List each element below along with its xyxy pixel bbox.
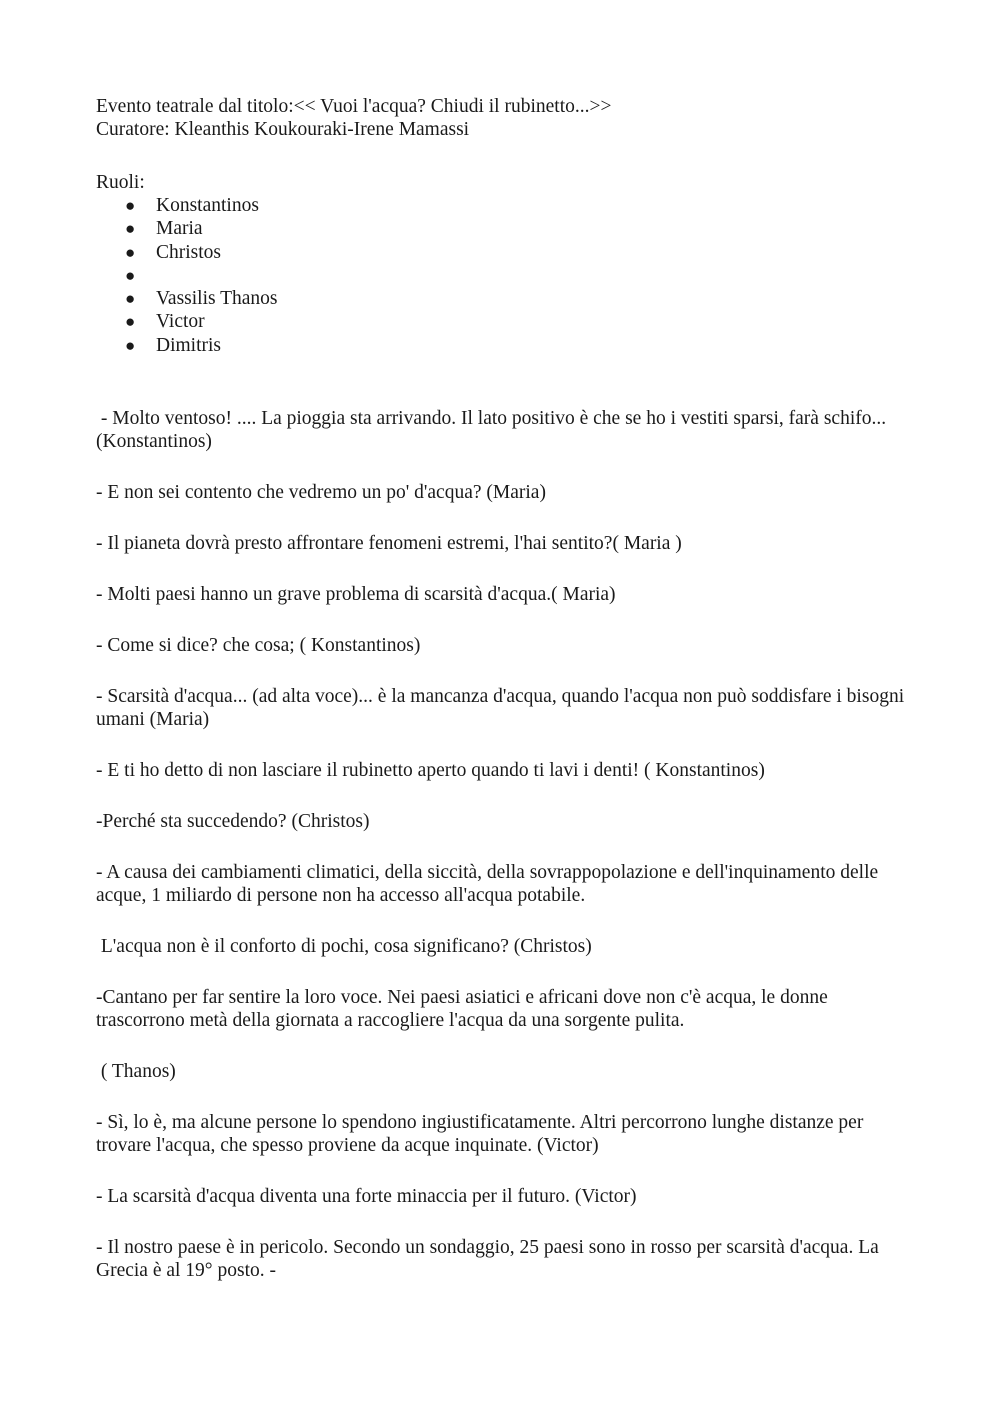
bullet-icon: ● xyxy=(125,219,136,239)
dialogue-line: - Il nostro paese è in pericolo. Secondo un sondaggio, 25 paesi sono in rosso per scarsità d'acqua. La Grecia è al 19° posto. - xyxy=(96,1237,884,1282)
dialogue-line: ( Thanos) xyxy=(96,1061,176,1083)
dialogue-section xyxy=(96,407,916,1282)
dialogue-line: - E non sei contento che vedremo un po' d'acqua? (Maria) xyxy=(96,482,546,504)
dialogue-line: L'acqua non è il conforto di pochi, cosa significano? (Christos) xyxy=(96,936,592,958)
document-page xyxy=(96,95,916,1310)
dialogue-line: - La scarsità d'acqua diventa una forte minaccia per il futuro. (Victor) xyxy=(96,1186,637,1208)
role-name: Vassilis Thanos xyxy=(156,288,278,310)
role-name: Christos xyxy=(156,241,222,263)
bullet-icon: ● xyxy=(125,289,136,309)
role-item xyxy=(96,241,916,264)
role-item xyxy=(96,264,916,287)
roles-list xyxy=(96,194,916,357)
roles-label: Ruoli: xyxy=(96,172,145,193)
document-header xyxy=(96,95,916,141)
bullet-icon: ● xyxy=(125,242,136,262)
bullet-icon: ● xyxy=(125,312,136,332)
dialogue-line: - A causa dei cambiamenti climatici, della siccità, della sovrappopolazione e dell'inquinamento delle acque, 1 miliardo di persone non ha accesso all'acqua potabile. xyxy=(96,862,884,907)
dialogue-line: -Perché sta succedendo? (Christos) xyxy=(96,811,370,833)
dialogue-line: -Cantano per far sentire la loro voce. Nei paesi asiatici e africani dove non c'è acqua, le donne trascorrono metà della giornata a raccogliere l'acqua da una sorgente pulita. xyxy=(96,987,833,1032)
bullet-icon: ● xyxy=(125,265,136,285)
roles-section xyxy=(96,171,916,357)
role-item xyxy=(96,194,916,217)
event-title: Evento teatrale dal titolo:<< Vuoi l'acqua? Chiudi il rubinetto...>> xyxy=(96,96,612,117)
role-item xyxy=(96,217,916,240)
curator-line: Curatore: Kleanthis Koukouraki-Irene Mamassi xyxy=(96,119,470,140)
dialogue-line: - Come si dice? che cosa; ( Konstantinos) xyxy=(96,635,421,657)
role-name: Victor xyxy=(156,311,205,333)
role-name: Konstantinos xyxy=(156,195,259,216)
dialogue-line: - Molto ventoso! .... La pioggia sta arrivando. Il lato positivo è che se ho i vestiti sparsi, farà schifo... (Konstantinos) xyxy=(96,408,891,453)
role-name: Dimitris xyxy=(156,334,222,356)
role-item xyxy=(96,287,916,310)
dialogue-line: - Il pianeta dovrà presto affrontare fenomeni estremi, l'hai sentito?( Maria ) xyxy=(96,533,682,555)
bullet-icon: ● xyxy=(125,335,136,355)
role-item xyxy=(96,310,916,333)
role-item xyxy=(96,334,916,357)
dialogue-line: - Scarsità d'acqua... (ad alta voce)... è la mancanza d'acqua, quando l'acqua non può soddisfare i bisogni umani (Maria) xyxy=(96,686,909,731)
role-name: Maria xyxy=(156,218,203,240)
dialogue-line: - E ti ho detto di non lasciare il rubinetto aperto quando ti lavi i denti! ( Konstantinos) xyxy=(96,760,765,782)
bullet-icon: ● xyxy=(125,196,136,215)
dialogue-line: - Molti paesi hanno un grave problema di scarsità d'acqua.( Maria) xyxy=(96,584,616,606)
dialogue-line: - Sì, lo è, ma alcune persone lo spendono ingiustificatamente. Altri percorrono lunghe distanze per trovare l'acqua, che spesso proviene da acque inquinate. (Victor) xyxy=(96,1112,869,1157)
